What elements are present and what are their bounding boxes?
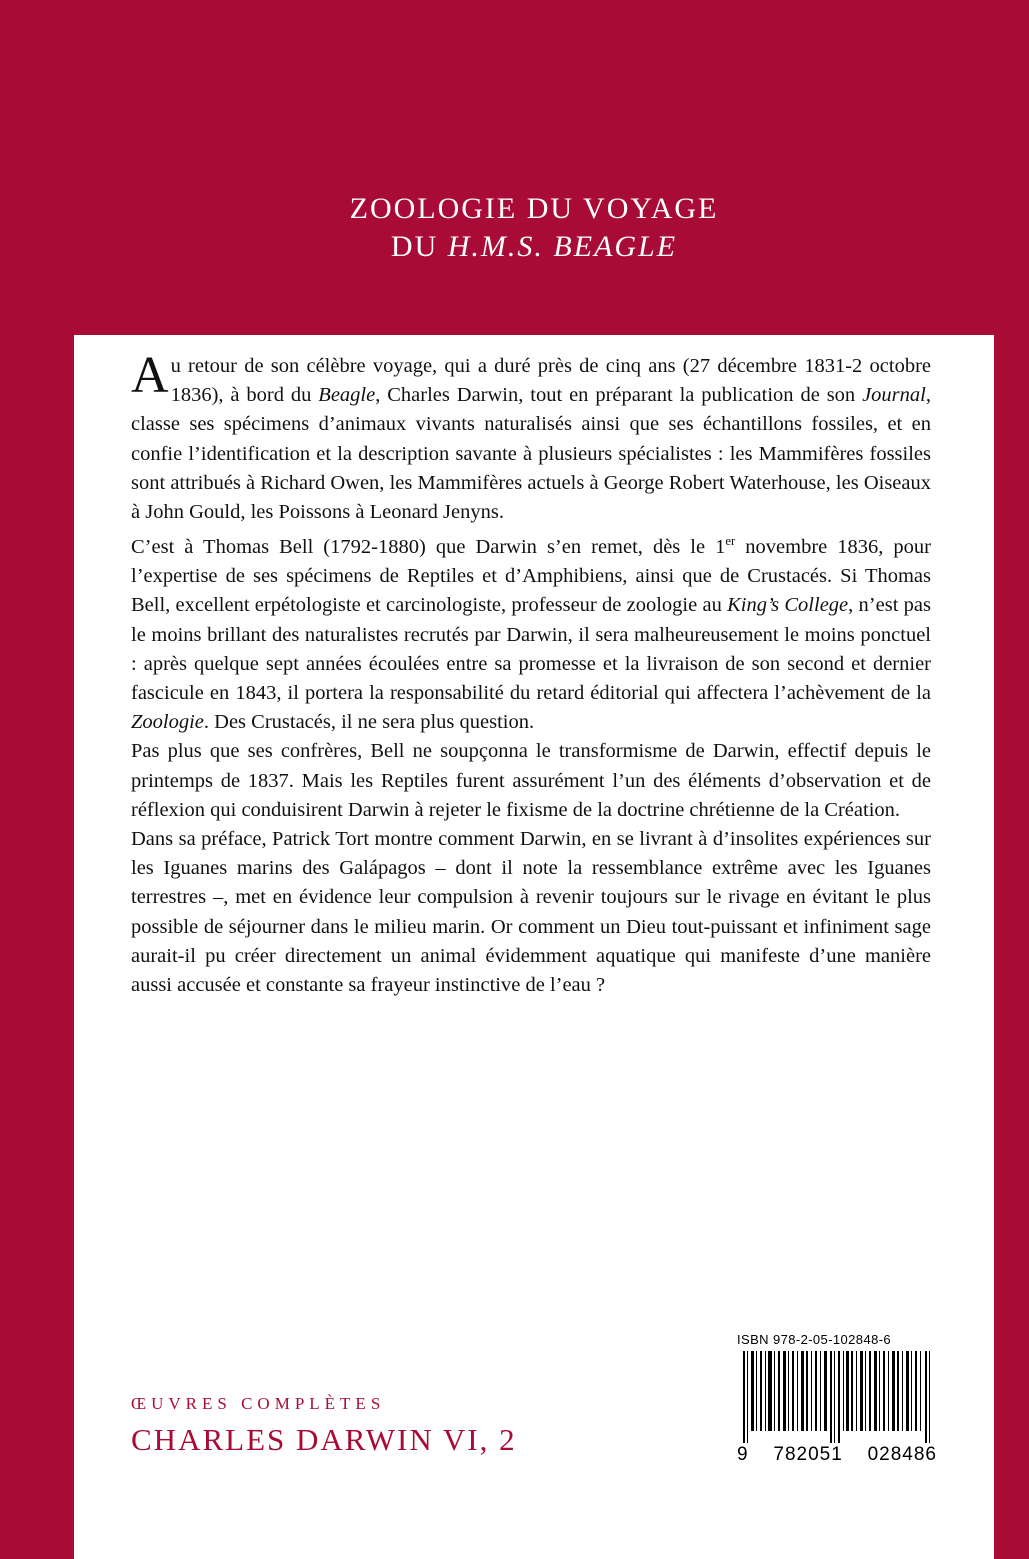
- p2-italic-kings-college: King’s College: [727, 594, 849, 617]
- p1-part-1: u retour de son célèbre voyage, qui a duré près de cinq ans (27 décembre 1831-2 octobre 1836), à bord du: [170, 355, 931, 407]
- blurb-text: [131, 347, 931, 1000]
- barcode-block: [737, 1332, 937, 1466]
- barcode-digit-group-2: 028486: [867, 1444, 937, 1465]
- p2-part-4: . Des Crustacés, il ne sera plus question.: [203, 711, 535, 734]
- blurb-paragraph-3: Pas plus que ses confrères, Bell ne soupçonna le transformisme de Darwin, effectif depuis le printemps de 1837. Mais les Reptiles furent assurément l’un des éléments d’observation et de réflexion qui conduisirent Darwin à rejeter le fixisme de la doctrine chrétienne de la Création.: [131, 740, 931, 821]
- drop-cap: A: [131, 347, 169, 404]
- p2-part-3: , n’est pas le moins brillant des naturalistes recrutés par Darwin, il sera malheureusement le moins ponctuel : après quelque sept années écoulées entre sa promesse et la livraison de son second et dernier fascicule en 1843, il portera la responsabilité du retard éditorial qui affectera l’achèvement de la: [131, 594, 931, 705]
- p2-part-2: novembre 1836, pour l’expertise de ses spécimens de Reptiles et d’Amphibiens, ainsi que de Crustacés. Si Thomas Bell, excellent erpétologiste et carcinologiste, professeur de zoologie au: [131, 536, 931, 617]
- p1-italic-journal: Journal: [862, 384, 926, 407]
- isbn-label: ISBN 978-2-05-102848-6: [737, 1332, 892, 1347]
- p2-italic-zoologie: Zoologie: [131, 711, 204, 734]
- blurb-paragraph-1: [131, 347, 931, 527]
- p2-part-1: C’est à Thomas Bell (1792-1880) que Darwin s’en remet, dès le 1: [131, 536, 726, 559]
- title-line-2-prefix: DU: [390, 229, 448, 263]
- page-title: [74, 190, 994, 265]
- barcode-digit-left: 9: [737, 1444, 749, 1465]
- barcode-digits: [737, 1444, 937, 1466]
- title-line-2: [74, 228, 994, 266]
- title-line-1: ZOOLOGIE DU VOYAGE: [349, 192, 719, 225]
- author-volume-label: CHARLES DARWIN VI, 2: [131, 1422, 517, 1457]
- p1-part-2: , Charles Darwin, tout en préparant la publication de son: [375, 384, 863, 407]
- p1-italic-beagle: Beagle: [318, 384, 376, 407]
- p1-part-3: , classe ses spécimens d’animaux vivants naturalisés ainsi que ses échantillons fossiles, et en confie l’identification et la description savante à plusieurs spécialistes : les Mammifères fossiles sont attribués à Richard Owen, les Mammifères actuels à George Robert Waterhouse, les Oiseaux à John Gould, les Poissons à Leonard Jenyns.: [131, 384, 931, 524]
- blurb-paragraph-4: Dans sa préface, Patrick Tort montre comment Darwin, en se livrant à d’insolites expériences sur les Iguanes marins des Galápagos – dont il note la ressemblance extrême avec les Iguanes terrestres –, met en évidence leur compulsion à revenir toujours sur le rivage en évitant le plus possible de séjourner dans le milieu marin. Or comment un Dieu tout-puissant et infiniment sage aurait-il pu créer directement un animal évidemment aquatique qui manifeste d’une manière aussi accusée et constante sa frayeur instinctive de l’eau ?: [131, 828, 931, 997]
- barcode-icon: [737, 1351, 937, 1443]
- title-line-2-italic: H.M.S. BEAGLE: [447, 229, 678, 263]
- p2-superscript: er: [725, 534, 736, 549]
- collection-label: ŒUVRES COMPLÈTES: [131, 1394, 386, 1413]
- blurb-paragraph-2: [131, 527, 931, 737]
- barcode-digit-group-1: 782051: [773, 1444, 843, 1465]
- imprint-block: [131, 1394, 517, 1458]
